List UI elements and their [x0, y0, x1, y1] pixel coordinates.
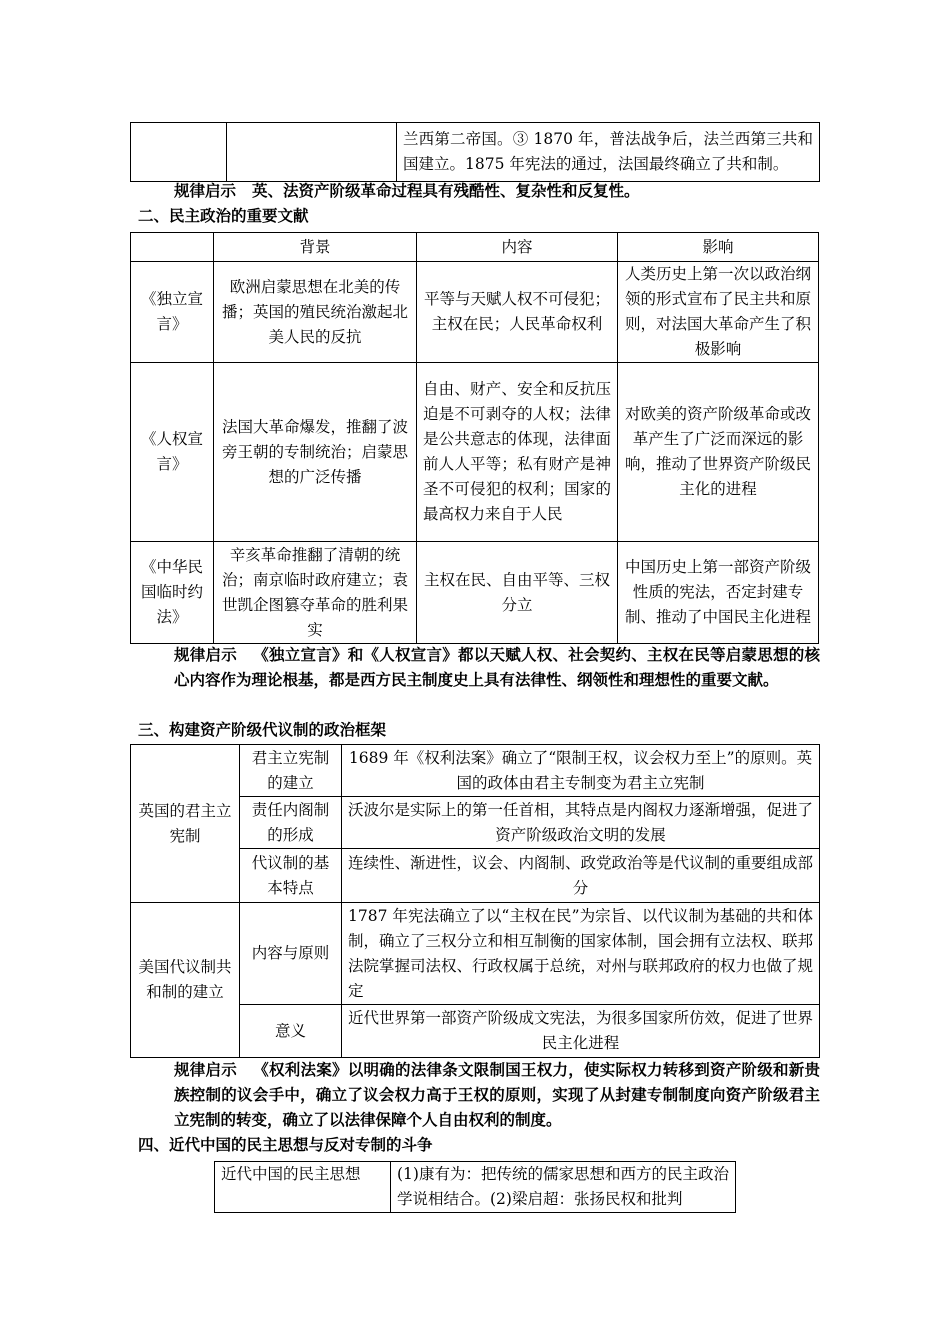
- insight-label: 规律启示: [174, 646, 237, 664]
- representative-system-table: [130, 744, 820, 1058]
- item-text: 连续性、渐进性，议会、内阁制、政党政治等是代议制的重要组成部分: [342, 849, 820, 903]
- item-label: 责任内阁制的形成: [240, 797, 342, 849]
- doc-impact: 对欧美的资产阶级革命或改革产生了广泛而深远的影响，推动了世界资产阶级民主化的进程: [618, 363, 819, 542]
- doc-background: 法国大革命爆发，推翻了波旁王朝的专制统治；启蒙思想的广泛传播: [214, 363, 417, 542]
- doc-name: 《中华民国临时约法》: [131, 542, 214, 644]
- insight-text: 《独立宣言》和《人权宣言》都以天赋人权、社会契约、主权在民等启蒙思想的核心内容作为理论根基，都是西方民主制度史上具有法律性、纲领性和理想性的重要文献。: [174, 646, 820, 689]
- item-text: 沃波尔是实际上的第一任首相，其特点是内阁权力逐渐增强，促进了资产阶级政治文明的发展: [342, 797, 820, 849]
- doc-impact: 中国历史上第一部资产阶级性质的宪法，否定封建专制、推动了中国民主化进程: [618, 542, 819, 644]
- thought-text: (1)康有为：把传统的儒家思想和西方的民主政治学说相结合。(2)梁启超：张扬民权和批判: [391, 1162, 736, 1213]
- insight-1: [174, 179, 820, 204]
- insight-text: 《权利法案》以明确的法律条文限制国王权力，使实际权力转移到资产阶级和新贵族控制的议会手中，确立了议会权力高于王权的原则，实现了从封建专制制度向资产阶级君主立宪制的转变，确立了以法律保障个人自由权利的制度。: [174, 1061, 820, 1129]
- table-row: [131, 262, 819, 363]
- doc-background: 辛亥革命推翻了清朝的统治；南京临时政府建立；袁世凯企图篡夺革命的胜利果实: [214, 542, 417, 644]
- empty-cell: [227, 123, 397, 182]
- group-uk: 英国的君主立宪制: [131, 745, 240, 903]
- insight-text: 英、法资产阶级革命过程具有残酷性、复杂性和反复性。: [252, 182, 640, 200]
- item-label: 代议制的基本特点: [240, 849, 342, 903]
- chinese-democracy-table: [214, 1161, 736, 1213]
- continuation-table: [130, 122, 820, 182]
- documents-table: [130, 232, 819, 644]
- france-republic-cell: 兰西第二帝国。③ 1870 年，普法战争后，法兰西第三共和国建立。1875 年宪法的通过，法国最终确立了共和制。: [397, 123, 820, 182]
- item-label: 内容与原则: [240, 903, 342, 1005]
- section-4-heading: 四、近代中国的民主思想与反对专制的斗争: [138, 1136, 433, 1154]
- empty-cell: [131, 123, 227, 182]
- header-impact: 影响: [618, 233, 819, 262]
- item-text: 近代世界第一部资产阶级成文宪法，为很多国家所仿效，促进了世界民主化进程: [342, 1005, 820, 1058]
- corner-cell: [131, 233, 214, 262]
- doc-background: 欧洲启蒙思想在北美的传播；英国的殖民统治激起北美人民的反抗: [214, 262, 417, 363]
- doc-content: 自由、财产、安全和反抗压迫是不可剥夺的人权；法律是公共意志的体现，法律面前人人平等；私有财产是神圣不可侵犯的权利；国家的最高权力来自于人民: [417, 363, 618, 542]
- section-3-heading: 三、构建资产阶级代议制的政治框架: [138, 721, 387, 739]
- doc-content: 平等与天赋人权不可侵犯；主权在民；人民革命权利: [417, 262, 618, 363]
- thought-label: 近代中国的民主思想: [215, 1162, 391, 1213]
- item-label: 君主立宪制的建立: [240, 745, 342, 797]
- insight-3: [174, 1058, 820, 1133]
- insight-label: 规律启示: [174, 182, 237, 200]
- header-content: 内容: [417, 233, 618, 262]
- item-text: 1787 年宪法确立了以“主权在民”为宗旨、以代议制为基础的共和体制，确立了三权分立和相互制衡的国家体制，国会拥有立法权、联邦法院掌握司法权、行政权属于总统，对州与联邦政府的权力也做了规定: [342, 903, 820, 1005]
- doc-impact: 人类历史上第一次以政治纲领的形式宣布了民主共和原则，对法国大革命产生了积极影响: [618, 262, 819, 363]
- item-label: 意义: [240, 1005, 342, 1058]
- doc-content: 主权在民、自由平等、三权分立: [417, 542, 618, 644]
- group-us: 美国代议制共和制的建立: [131, 903, 240, 1058]
- doc-name: 《人权宣言》: [131, 363, 214, 542]
- header-background: 背景: [214, 233, 417, 262]
- table-row: [131, 363, 819, 542]
- table-row: [131, 542, 819, 644]
- doc-name: 《独立宣言》: [131, 262, 214, 363]
- item-text: 1689 年《权利法案》确立了“限制王权，议会权力至上”的原则。英国的政体由君主专制变为君主立宪制: [342, 745, 820, 797]
- insight-label: 规律启示: [174, 1061, 237, 1079]
- section-2-heading: 二、民主政治的重要文献: [138, 207, 309, 225]
- insight-2: [174, 643, 820, 693]
